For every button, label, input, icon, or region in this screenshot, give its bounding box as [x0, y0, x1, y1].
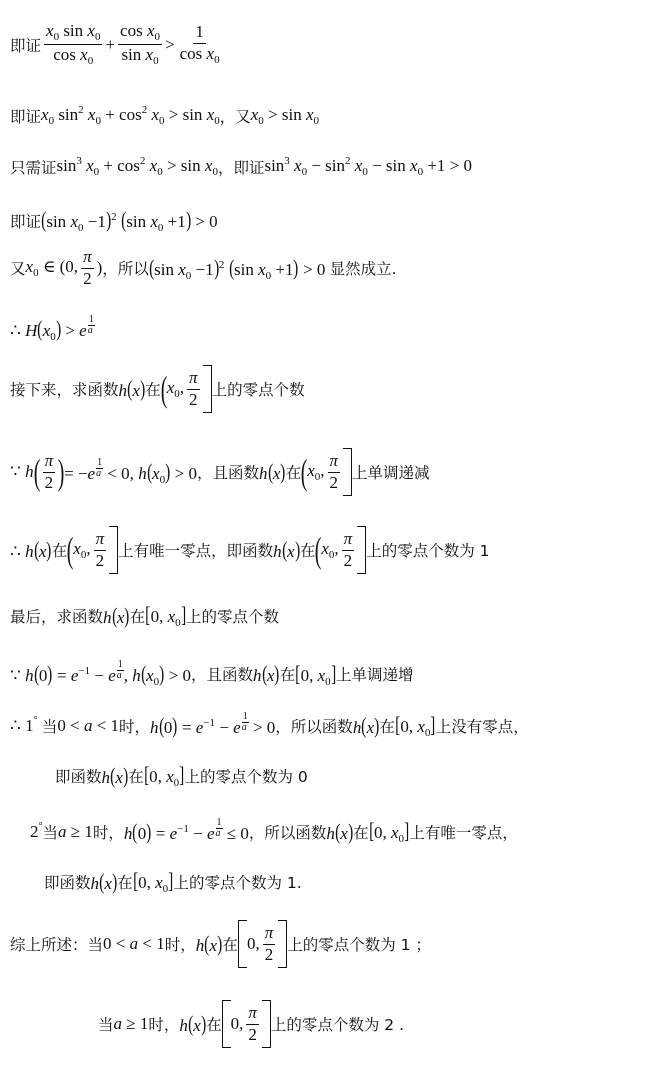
text: 在 [51, 542, 68, 560]
text: 在 [129, 607, 146, 626]
text: 上有唯一零点， [409, 823, 518, 842]
text: 时， [92, 823, 124, 842]
text: 上单调递减 [352, 464, 430, 482]
line-2 [10, 104, 319, 127]
text: 上的零点个数 [185, 607, 279, 626]
line-10: 最后，求函数 h(x) 在 [0, $x_0$] 上的零点个数 [10, 602, 279, 629]
fraction: $\frac{\pi}{2}$ [189, 367, 198, 409]
text: 即证 [10, 107, 42, 126]
text: 上的零点个数为 1 [366, 542, 490, 560]
text: 上没有零点， [435, 717, 529, 736]
line-6 [10, 315, 95, 343]
text: ，即证 [217, 158, 265, 177]
line-1: 即证 $\frac{x_0 \sin x_0}{\cos x_0}$ + $\frac{\cos x_0}{\sin x_0}$ > $\frac{1}{\cos x_0}$ [10, 21, 220, 68]
text: 最后，求函数 [10, 607, 104, 626]
text: 在 [379, 717, 396, 736]
text: 上的零点个数为 1 ； [287, 936, 431, 954]
formula: $x_0 > \sin x_0$ [250, 104, 320, 127]
line-13: 即函数 h(x) 在 [0, $x_0$] 上的零点个数为 0 [55, 762, 308, 789]
line-16: 综上所述：当 0 < a < 1 时， h(x) 在 0, $\frac{\pi}{2}$ 上的零点个数为 1 ； [10, 920, 431, 968]
formula: $h(0) = e^{-1} - e$ $\frac{1}{a}$ ≤ 0 [123, 817, 249, 844]
text: 在 [279, 666, 296, 684]
text: 又 [10, 260, 26, 279]
line-8: ∵ h ( $\frac{\pi}{2}$ ) = −e $\frac{1}{a}$ < 0, $h(x_0) > 0$ ，且函数 h(x) 在 ( $x_0$, $\frac{\pi}{2}$ 上单调递减 [10, 448, 430, 496]
line-5: 又 $x_0$ ∈ (0, $\frac{\pi}{2}$ ) ，所以 (sin $x_0 -1)^2$ (sin $x_0 +1) > 0$ 显然成立. [10, 247, 397, 288]
text: 在 [353, 823, 369, 842]
formula: $x_0$ $\sin^2 x_0 + \cos^2 x_0 > \sin x_0$ [41, 104, 220, 127]
fraction: $\frac{x_0 \sin x_0}{\cos x_0}$ [46, 21, 101, 68]
formula: $h(0) = e^{-1} - e$ $\frac{1}{a}$ > 0 [150, 711, 276, 738]
line-11: ∵ $h(0) = e^{-1} - e$ $\frac{1}{a}$ , $h(x_0) > 0$ ，且函数 h(x) 在 [0, $x_0$] 上单调递增 [10, 659, 414, 688]
formula: = −e $\frac{1}{a}$ < 0, $h(x_0) > 0$ [64, 457, 197, 486]
text: 上的零点个数为 0 [184, 767, 308, 786]
formula: (sin $x_0 -1)^2$ (sin $x_0 +1) > 0$ [41, 207, 218, 234]
line-17: 当 a ≥ 1 时， h(x) 在 0, $\frac{\pi}{2}$ 上的零点个数为 2 . [98, 1000, 404, 1048]
text: 上的零点个数为 2 . [270, 1016, 405, 1034]
text: 上的零点个数 [211, 381, 305, 399]
text: 在 [299, 542, 316, 560]
formula: $\sin^3 x_0 + \cos^2 x_0 > \sin x_0$ [56, 155, 218, 178]
text: 时， [164, 936, 196, 954]
line-7: 接下来，求函数 h(x) 在 ( $x_0$, $\frac{\pi}{2}$ 上的零点个数 [10, 365, 305, 413]
text: 当 [42, 823, 59, 842]
text: 当 [98, 1016, 114, 1034]
text: 即证 [10, 212, 42, 231]
text: 显然成立. [329, 260, 397, 279]
text: ，且函数 [191, 666, 254, 684]
text: 在 [128, 767, 144, 786]
text: 即函数 [55, 767, 102, 786]
fraction: $\frac{1}{\cos x_0}$ [179, 22, 220, 66]
formula: $\sin^3 x_0 - \sin^2 x_0 - \sin x_0 +1 > 0$ [264, 155, 472, 178]
text: 在 [285, 464, 302, 482]
text: 上有唯一零点，即函数 [118, 542, 274, 560]
text: 接下来，求函数 [10, 381, 119, 399]
text: 当 [41, 717, 58, 736]
line-9: ∴ h(x) 在 ( $x_0$, $\frac{\pi}{2}$ 上有唯一零点，即函数 h(x) 在 ( $x_0$, $\frac{\pi}{2}$ 上的零点个数为 1 [10, 526, 489, 574]
text: ，所以函数 [248, 823, 327, 842]
line-12: ∴ 1° 当 0 < a < 1 时， $h(0) = e^{-1} - e$ $\frac{1}{a}$ > 0 ，所以函数 h(x) 在 [0, $x_0$] 上没有零点， [10, 711, 529, 739]
text: 上的零点个数为 1. [173, 873, 302, 892]
text: 在 [222, 936, 238, 954]
text: 时， [119, 717, 151, 736]
line-3 [10, 155, 472, 178]
formula: (sin $x_0 -1)^2$ (sin $x_0 +1) > 0$ [148, 254, 330, 282]
text: ，又 [219, 107, 251, 126]
fraction: $\frac{\pi}{2}$ [44, 450, 54, 492]
text: 即证 [10, 36, 42, 55]
text: 在 [117, 873, 133, 892]
fraction: $\frac{\pi}{2}$ [83, 247, 92, 288]
line-15: 即函数 h(x) 在 [0, $x_0$] 上的零点个数为 1. [44, 868, 302, 895]
text: 只需证 [10, 158, 57, 177]
text: 在 [145, 381, 161, 399]
text: ，所以函数 [275, 717, 353, 736]
text: ，且函数 [196, 464, 259, 482]
formula: $x_0$ ∈ (0, [25, 257, 79, 280]
text: 即函数 [44, 873, 91, 892]
formula: h(x) [118, 376, 146, 401]
formula: ∵ $h(0) = e^{-1} - e$ $\frac{1}{a}$ , $h(x_0) > 0$ [10, 659, 192, 688]
fraction: $\frac{\cos x_0}{\sin x_0}$ [120, 21, 161, 68]
line-4 [10, 207, 218, 234]
formula: ∴ $H(x_0) > e$ $\frac{1}{a}$ [10, 314, 94, 343]
line-14: 2° 当 a ≥ 1 时， $h(0) = e^{-1} - e$ $\frac{1}{a}$ ≤ 0 ，所以函数 h(x) 在 [0, $x_0$] 上有唯一零点， [30, 817, 518, 845]
text: 综上所述：当 [10, 936, 104, 954]
text: 时， [148, 1016, 180, 1034]
text: ，所以 [102, 260, 149, 279]
text: 上单调递增 [335, 666, 414, 684]
text: 在 [206, 1016, 222, 1034]
